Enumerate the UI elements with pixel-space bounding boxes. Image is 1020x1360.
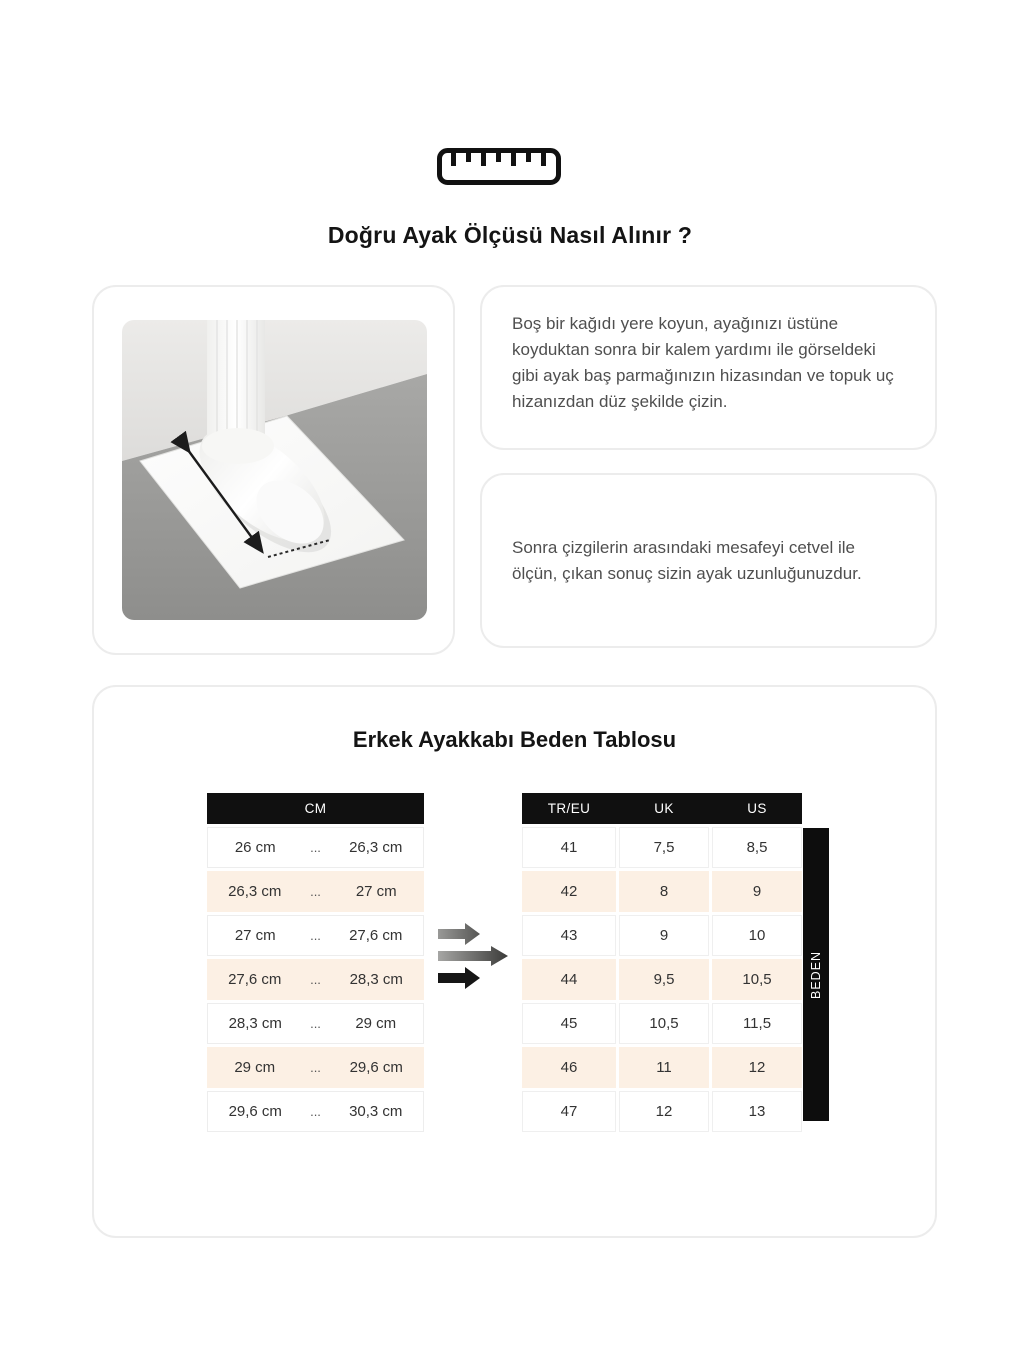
cm-to-value: 27,6 cm xyxy=(349,927,403,944)
size-table xyxy=(522,793,802,1135)
cm-table-body xyxy=(207,827,424,1132)
cm-from-value: 28,3 cm xyxy=(228,1015,282,1032)
cm-table-header: CM xyxy=(207,793,424,824)
cm-to-value: 27 cm xyxy=(355,883,397,900)
size-table-row xyxy=(522,915,802,956)
instruction-card-1 xyxy=(480,285,937,450)
uk-value: 9,5 xyxy=(619,959,709,1000)
page-title: Doğru Ayak Ölçüsü Nasıl Alınır ? xyxy=(327,222,693,248)
header-us: US xyxy=(747,801,767,816)
measurement-photo-card xyxy=(92,285,455,655)
cm-from-value: 29,6 cm xyxy=(228,1103,282,1120)
size-table-row xyxy=(522,1003,802,1044)
cm-to-value: 30,3 cm xyxy=(349,1103,403,1120)
cm-table-row xyxy=(207,915,424,956)
range-separator: ... xyxy=(310,1104,321,1119)
range-separator: ... xyxy=(310,884,321,899)
cm-table-row xyxy=(207,827,424,868)
us-value: 10 xyxy=(712,915,802,956)
range-separator: ... xyxy=(310,1016,321,1031)
tr-eu-value: 43 xyxy=(522,915,616,956)
tr-eu-value: 44 xyxy=(522,959,616,1000)
us-value: 10,5 xyxy=(712,959,802,1000)
uk-value: 9 xyxy=(619,915,709,956)
uk-value: 10,5 xyxy=(619,1003,709,1044)
cm-to-value: 29,6 cm xyxy=(349,1059,403,1076)
instruction-step-2-text: Sonra çizgilerin arasındaki mesafeyi cetvel ile ölçün, çıkan sonuç sizin ayak uzunluğunuzdur. xyxy=(512,537,862,583)
size-table-row xyxy=(522,1047,802,1088)
cm-table-row xyxy=(207,1003,424,1044)
foot-measurement-photo xyxy=(122,320,427,620)
uk-value: 11 xyxy=(619,1047,709,1088)
instruction-step-1-text: Boş bir kağıdı yere koyun, ayağınızı üstüne koyduktan sonra bir kalem yardımı ile görseldeki gibi ayak baş parmağınızın hizasından ve topuk uç hizanızdan düz şekilde çizin. xyxy=(512,314,894,411)
instructions-column xyxy=(480,285,937,655)
us-value: 11,5 xyxy=(712,1003,802,1044)
tr-eu-value: 46 xyxy=(522,1047,616,1088)
header-uk: UK xyxy=(654,801,674,816)
cm-from-value: 29 cm xyxy=(234,1059,276,1076)
tr-eu-value: 42 xyxy=(522,871,616,912)
us-value: 13 xyxy=(712,1091,802,1132)
cm-to-value: 29 cm xyxy=(355,1015,397,1032)
uk-value: 7,5 xyxy=(619,827,709,868)
cm-to-value: 26,3 cm xyxy=(349,839,403,856)
cm-from-value: 27,6 cm xyxy=(228,971,282,988)
us-value: 12 xyxy=(712,1047,802,1088)
tr-eu-value: 41 xyxy=(522,827,616,868)
range-separator: ... xyxy=(310,972,321,987)
size-table-row xyxy=(522,827,802,868)
ruler-icon xyxy=(437,148,561,185)
size-table-row xyxy=(522,959,802,1000)
range-separator: ... xyxy=(310,840,321,855)
size-table-header xyxy=(522,793,802,824)
size-table-body xyxy=(522,827,802,1132)
range-separator: ... xyxy=(310,1060,321,1075)
cm-table-row xyxy=(207,959,424,1000)
us-value: 8,5 xyxy=(712,827,802,868)
intro-section xyxy=(92,285,937,655)
instruction-card-2 xyxy=(480,473,937,648)
uk-value: 12 xyxy=(619,1091,709,1132)
arrows-right-icon xyxy=(438,923,508,989)
range-separator: ... xyxy=(310,928,321,943)
cm-from-value: 26,3 cm xyxy=(228,883,282,900)
cm-from-value: 26 cm xyxy=(234,839,276,856)
cm-to-value: 28,3 cm xyxy=(349,971,403,988)
cm-table-row xyxy=(207,1047,424,1088)
cm-table xyxy=(207,793,424,1135)
tr-eu-value: 45 xyxy=(522,1003,616,1044)
us-value: 9 xyxy=(712,871,802,912)
size-table-row xyxy=(522,871,802,912)
header-tr-eu: TR/EU xyxy=(547,801,591,816)
cm-table-row xyxy=(207,871,424,912)
tr-eu-value: 47 xyxy=(522,1091,616,1132)
size-chart-title: Erkek Ayakkabı Beden Tablosu xyxy=(352,727,677,752)
size-table-row xyxy=(522,1091,802,1132)
cm-table-row xyxy=(207,1091,424,1132)
cm-from-value: 27 cm xyxy=(234,927,276,944)
uk-value: 8 xyxy=(619,871,709,912)
beden-side-label: BEDEN xyxy=(803,828,829,1121)
size-chart-card xyxy=(92,685,937,1238)
